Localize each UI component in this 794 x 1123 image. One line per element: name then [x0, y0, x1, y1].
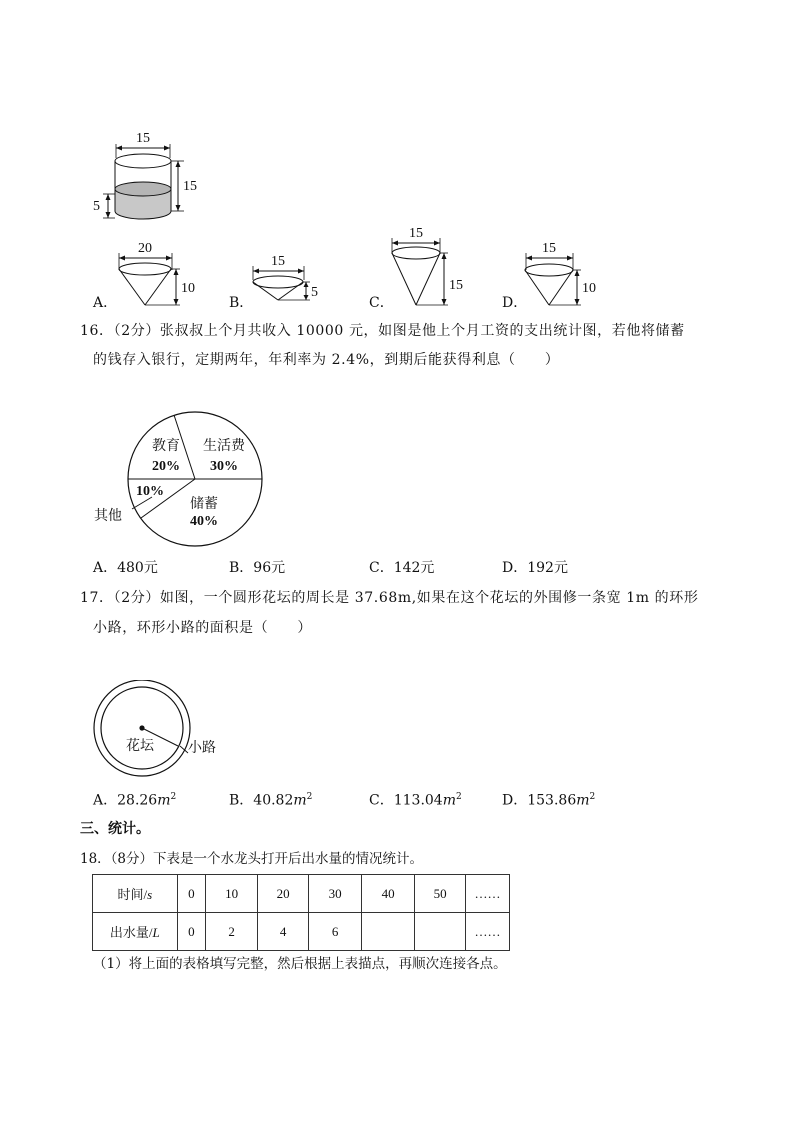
- pie-pct-living: 30%: [210, 459, 238, 474]
- time-unit: s: [147, 887, 153, 902]
- cone-a-side-label: 10: [181, 281, 195, 296]
- cylinder-water-label: 5: [93, 199, 100, 214]
- q17-option-b-value: 40.82: [253, 792, 294, 809]
- cone-d-top-label: 15: [542, 241, 556, 256]
- q17-option-b-prefix: B．: [229, 792, 254, 809]
- table-cell: 0: [177, 913, 206, 951]
- table-cell: 50: [415, 875, 466, 913]
- pie-pct-education: 20%: [152, 459, 180, 474]
- q16-line1: 16．（2分）张叔叔上个月共收入 10000 元，如图是他上个月工资的支出统计图，若他将储蓄: [80, 323, 685, 339]
- cylinder-figure: [93, 131, 197, 219]
- q17-option-c-unit: m: [442, 792, 456, 809]
- q17-option-a-prefix: A．: [93, 792, 118, 809]
- table-cell: 0: [177, 875, 206, 913]
- water-unit: L: [152, 925, 160, 940]
- water-label: 出水量/: [109, 925, 153, 940]
- time-label: 时间/: [117, 887, 148, 902]
- table-cell: 6: [309, 913, 362, 951]
- section-heading: 三、统计。: [80, 821, 150, 837]
- table-header-water: [93, 913, 178, 951]
- table-cell: ……: [466, 913, 510, 951]
- q17-option-d[interactable]: [502, 787, 595, 811]
- table-cell: ……: [466, 875, 510, 913]
- q16-option-c[interactable]: C．142元: [369, 560, 435, 576]
- pie-label-education: 教育: [152, 439, 180, 454]
- q17-option-b[interactable]: [229, 787, 312, 811]
- q17-option-c-exp: 2: [456, 792, 462, 802]
- cone-b-side-label: 5: [311, 285, 318, 300]
- q16-line2: 的钱存入银行，定期两年，年利率为 2.4%，到期后能获得利息（ ）: [93, 352, 560, 368]
- q15-option-a[interactable]: A．: [93, 295, 118, 311]
- q17-option-a-unit: m: [157, 792, 171, 809]
- q17-option-a-value: 28.26: [117, 792, 158, 809]
- q17-option-d-prefix: D．: [502, 792, 528, 809]
- q17-option-a[interactable]: [93, 787, 176, 811]
- cone-c-figure: [392, 226, 463, 305]
- table-cell-blank[interactable]: [362, 913, 415, 951]
- cone-d-figure: [525, 241, 596, 305]
- q18-table: [92, 874, 510, 951]
- q16-option-a[interactable]: A．480元: [93, 560, 158, 576]
- table-cell: 30: [309, 875, 362, 913]
- q17-option-c-prefix: C．: [369, 792, 394, 809]
- path-label: 小路: [188, 741, 216, 756]
- q17-option-d-exp: 2: [589, 792, 596, 802]
- table-cell: 4: [258, 913, 309, 951]
- q17-line2: 小路，环形小路的面积是（ ）: [93, 620, 312, 636]
- q15-figures: [0, 120, 794, 315]
- table-row: [93, 913, 510, 951]
- q16-option-b[interactable]: B．96元: [229, 560, 286, 576]
- table-cell: 2: [206, 913, 258, 951]
- table-cell-blank[interactable]: [415, 913, 466, 951]
- q16-option-d[interactable]: D．192元: [502, 560, 568, 576]
- cone-b-figure: [253, 254, 318, 300]
- q18-intro: 18．（8分）下表是一个水龙头打开后出水量的情况统计。: [80, 851, 424, 867]
- table-cell: 20: [258, 875, 309, 913]
- cone-a-top-label: 20: [138, 241, 152, 256]
- q17-option-b-exp: 2: [306, 792, 313, 802]
- pie-label-living: 生活费: [203, 439, 245, 454]
- q15-option-b[interactable]: B．: [229, 295, 254, 311]
- q17-ring-figure: [80, 680, 260, 790]
- table-cell: 10: [206, 875, 258, 913]
- cone-a-figure: [119, 241, 195, 305]
- pie-pct-other: 10%: [136, 484, 164, 499]
- q17-option-a-exp: 2: [170, 792, 177, 802]
- q16-pie-chart: [80, 405, 280, 555]
- q18-sub1: （1）将上面的表格填写完整，然后根据上表描点，再顺次连接各点。: [93, 956, 507, 972]
- q15-option-d[interactable]: D．: [502, 295, 528, 311]
- table-header-time: [93, 875, 178, 913]
- q17-option-d-value: 153.86: [527, 792, 577, 809]
- pie-pct-savings: 40%: [190, 514, 218, 529]
- pie-label-savings: 储蓄: [190, 497, 218, 512]
- cone-c-side-label: 15: [449, 278, 463, 293]
- table-cell: 40: [362, 875, 415, 913]
- q17-option-c-value: 113.04: [393, 792, 443, 809]
- flowerbed-label: 花坛: [126, 739, 154, 754]
- cone-c-top-label: 15: [409, 226, 423, 241]
- q17-option-b-unit: m: [293, 792, 307, 809]
- table-row: [93, 875, 510, 913]
- cone-b-top-label: 15: [271, 254, 285, 269]
- cylinder-top-label: 15: [136, 131, 150, 146]
- cylinder-height-label: 15: [183, 179, 197, 194]
- cone-d-side-label: 10: [582, 281, 596, 296]
- pie-label-other: 其他: [94, 509, 122, 524]
- q15-option-c[interactable]: C．: [369, 295, 394, 311]
- q17-option-d-unit: m: [576, 792, 590, 809]
- q17-option-c[interactable]: [369, 787, 462, 811]
- q17-line1: 17．（2分）如图，一个圆形花坛的周长是 37.68m,如果在这个花坛的外围修一条宽 1m 的环形: [80, 590, 699, 606]
